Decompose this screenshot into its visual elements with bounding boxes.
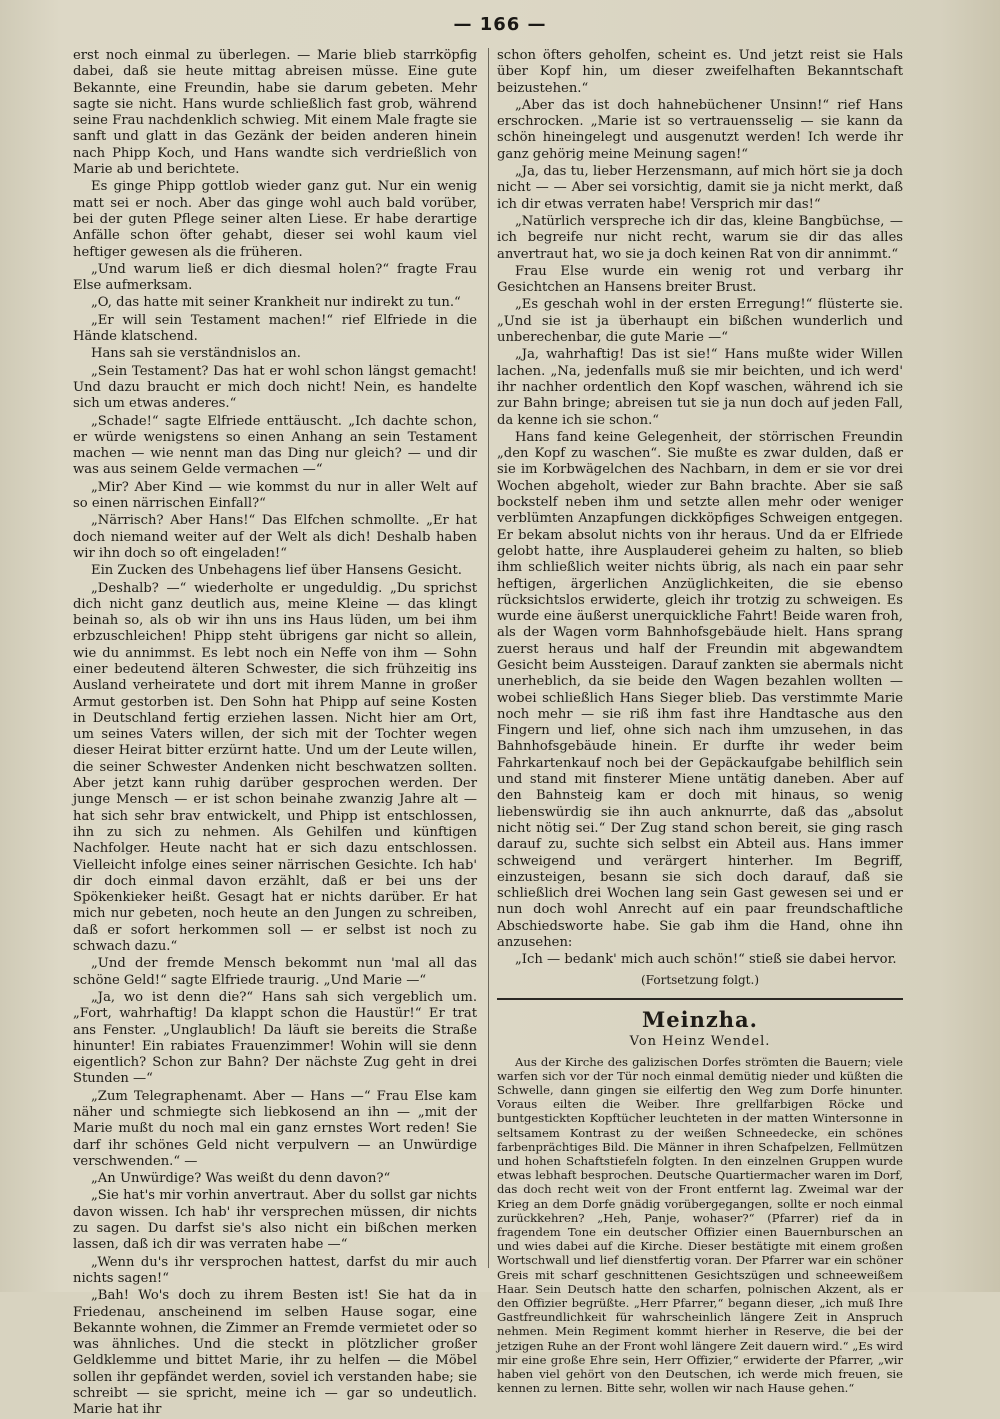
paragraph: „Schade!“ sagte Elfriede enttäuscht. „Ich dachte schon, er würde wenigstens so einen Anhang an sein Testament machen — wie nennt man das Ding nur gleich? — und dir was aus seinem Gelde vermachen —“ xyxy=(73,413,477,478)
story-body xyxy=(497,1055,903,1396)
right-column xyxy=(497,48,903,1396)
paragraph: „Er will sein Testament machen!“ rief Elfriede in die Hände klatschend. xyxy=(73,312,477,345)
paragraph: „Ich — bedank' mich auch schön!“ stieß sie dabei hervor. xyxy=(515,952,897,968)
paragraph: „Närrisch? Aber Hans!“ Das Elfchen schmollte. „Er hat doch niemand weiter auf der Welt als dich! Deshalb haben wir ihn doch so oft eingeladen!“ xyxy=(73,513,477,561)
paragraph: „Sein Testament? Das hat er wohl schon längst gemacht! Und dazu braucht er mich doch nicht! Nein, es handelte sich um etwas anderes.“ xyxy=(73,363,477,412)
paragraph: „Ja, wo ist denn die?“ Hans sah sich vergeblich um. „Fort, wahrhaftig! Da klappt schon die Haustür!“ Er trat ans Fenster. „Unglaublich! Da läuft sie bereits die Straße hinunter! Ein rabiates Frauenzimmer! Wohin will sie denn eigentlich? Schon zur Bahn? Der nächste Zug geht in drei Stunden —“ xyxy=(73,989,477,1087)
paragraph: Ein Zucken des Unbehagens lief über Hansens Gesicht. xyxy=(91,563,462,579)
paragraph: „Deshalb? —“ wiederholte er ungeduldig. „Du sprichst dich nicht ganz deutlich aus, meine Kleine — das klingt beinah so, als ob wir ihn uns ins Haus lüden, um bei ihm erbzuschleichen! Phipp steht übrigens gar nicht so allein, wie du annimmst. Es lebt noch ein Neffe von ihm — Sohn einer bedeutend älteren Schwester, die sich frühzeitig ins Ausland verheiratete und dort mit ihrem Manne in großer Armut gestorben ist. Den Sohn hat Phipp auf seine Kosten in Deutschland fertig erziehen lassen. Nicht hier am Ort, um seines Vaters willen, der sich mit der Tochter wegen dieser Heirat bitter erzürnt hatte. Und um der Leute willen, die seiner Schwester Andenken nicht beschwatzen sollten. Aber jetzt kann ruhig darüber gesprochen werden. Der junge Mensch — er ist schon beinahe zwanzig Jahre alt — hat sich sehr brav entwickelt, und Phipp ist entschlossen, ihn zu sich zu nehmen. Als Gehilfen und künftigen Nachfolger. Heute nacht hat er sich dazu entschlossen. Vielleicht infolge eines seiner närrischen Gesichte. Ich hab' dir doch einmal davon erzählt, daß er bei uns der Spökenkieker heißt. Gesagt hat er nichts darüber. Er hat mich nur gebeten, noch heute an den Jungen zu schreiben, daß er sofort herkommen soll — er selbst ist noch zu schwach dazu.“ xyxy=(73,580,477,955)
paragraph: schon öfters geholfen, scheint es. Und jetzt reist sie Hals über Kopf hin, um dieser zweifelhaften Bekanntschaft beizustehen.“ xyxy=(497,48,903,96)
left-column xyxy=(73,48,477,1418)
paragraph: „Und der fremde Mensch bekommt nun 'mal all das schöne Geld!“ sagte Elfriede traurig. „Und Marie —“ xyxy=(73,956,477,988)
story-byline: Von Heinz Wendel. xyxy=(629,1034,771,1050)
paragraph: erst noch einmal zu überlegen. — Marie blieb starrköpfig dabei, daß sie heute mittag abreisen müsse. Eine gute Bekannte, eine Freundin, habe sie darum gebeten. Mehr sagte sie nicht. Hans wurde schließlich fast grob, während seine Frau nachdenklich schwieg. Mit einem Male fragte sie sanft und glatt in das Gezänk der beiden anderen hinein nach Phipp Koch, und Hans wandte sich verdrießlich von Marie ab und berichtete. xyxy=(73,48,477,178)
paragraph: „Und warum ließ er dich diesmal holen?“ fragte Frau Else aufmerksam. xyxy=(73,261,477,294)
column-divider xyxy=(488,48,489,1268)
story-title: Meinzha. xyxy=(642,1006,758,1032)
section-divider xyxy=(497,998,903,1000)
paragraph: „Ja, das tu, lieber Herzensmann, auf mich hört sie ja doch nicht — — Aber sei vorsichtig, damit sie ja nicht merkt, daß ich dir etwas verraten habe! Versprich mir das!“ xyxy=(497,164,903,212)
paragraph: „Ja, wahrhaftig! Das ist sie!“ Hans mußte wider Willen lachen. „Na, jedenfalls muß sie mir beichten, und ich werd' ihr nachher ordentlich den Kopf waschen, während ich sie zur Bahn bringe; abreisen tut sie ja nun doch auf jeden Fall, da kenne ich sie schon.“ xyxy=(497,347,903,428)
paragraph: „Wenn du's ihr versprochen hattest, darfst du mir auch nichts sagen!“ xyxy=(73,1254,477,1286)
paragraph: Hans sah sie verständnislos an. xyxy=(91,346,301,362)
paragraph: „Mir? Aber Kind — wie kommst du nur in aller Welt auf so einen närrischen Einfall?“ xyxy=(73,479,477,512)
paragraph: Es ginge Phipp gottlob wieder ganz gut. Nur ein wenig matt sei er noch. Aber das ginge wohl auch bald vorüber, bei der guten Pflege seiner alten Liese. Er habe derartige Anfälle schon öfter gehabt, dieser sei wohl kaum viel heftiger gewesen als die früheren. xyxy=(73,179,477,260)
paragraph: Aus der Kirche des galizischen Dorfes strömten die Bauern; viele warfen sich vor der Tür noch einmal demütig nieder und küßten die Schwelle, dann gingen sie eilfertig den Weg zum Dorfe hinunter. Voraus eilten die Weiber. Ihre grellfarbigen Röcke und buntgestickten Kopftücher leuchteten in der matten Wintersonne in seltsamem Kontrast zu der weißen Schneedecke, ein schönes farbenprächtiges Bild. Die Männer in ihren Schafpelzen, Fellmützen und hohen Schaftstiefeln folgten. In den einzelnen Gruppen wurde etwas lebhaft besprochen. Deutsche Quartiermacher waren im Dorf, das doch recht weit von der Front entfernt lag. Zweimal war der Krieg an dem Dorfe gnädig vorübergegangen, sollte er noch einmal zurückkehren? „Heh, Panje, wohaser?“ (Pfarrer) rief da in fragendem Tone ein deutscher Offizier einen Bauernburschen an und wies dabei auf die Kirche. Dieser bestätigte mit einem großen Wortschwall und lief dienstfertig voran. Der Pfarrer war ein schöner Greis mit scharf geschnittenen Gesichtszügen und schneeweißem Haar. Sein Deutsch hatte den scharfen, polnischen Akzent, als er den Offizier begrüßte. „Herr Pfarrer,“ begann dieser, „ich muß Ihre Gastfreundlichkeit für wahrscheinlich längere Zeit in Anspruch nehmen. Mein Regiment kommt hierher in Reserve, die bei der jetzigen Ruhe an der Front wohl längere Zeit dauern wird.“ „Es wird mir eine große Ehre sein, Herr Offizier,“ erwiderte der Pfarrer, „wir haben viel gehört von den Deutschen, ich werde mich freuen, sie kennen zu lernen. Bitte sehr, wollen wir nach Hause gehen.“ xyxy=(497,1054,903,1396)
page-number: — 166 — xyxy=(453,14,547,35)
paragraph: „Sie hat's mir vorhin anvertraut. Aber du sollst gar nichts davon wissen. Ich hab' ihr versprechen müssen, dir nichts zu sagen. Du darfst sie's also nicht ein bißchen merken lassen, daß ich dir was verraten habe —“ xyxy=(73,1188,477,1253)
paragraph: „Bah! Wo's doch zu ihrem Besten ist! Sie hat da in Friedenau, anscheinend im selben Hause sogar, eine Bekannte wohnen, die Zimmer an Fremde vermietet oder so was ähnliches. Und die steckt in plötzlicher großer Geldklemme und bittet Marie, ihr zu helfen — die Möbel sollen ihr gepfändet werden, soviel ich verstanden habe; sie schreibt — sie spricht, meine ich — gar so undeutlich. Marie hat ihr xyxy=(73,1288,477,1418)
paragraph: Hans fand keine Gelegenheit, der störrischen Freundin „den Kopf zu waschen“. Sie mußte es zwar dulden, daß er sie im Korbwägelchen des Nachbarn, in dem er sie vor drei Wochen abgeholt, wieder zur Bahn brachte. Aber sie saß bockstelf neben ihm und setzte allen mehr oder weniger verblümten Anzapfungen dickköpfiges Schweigen entgegen. Er bekam absolut nichts von ihr heraus. Und da er Elfriede gelobt hatte, ihre Ausplauderei geheim zu halten, so blieb ihm schließlich weiter nichts übrig, als nach ein paar sehr heftigen, ärgerlichen Anzüglichkeiten, die sie ebenso rücksichtslos erwiderte, gleich ihr trotzig zu schweigen. Es wurde eine äußerst unerquickliche Fahrt! Beide waren froh, als der Wagen vorm Bahnhofsgebäude hielt. Hans sprang zuerst heraus und half der Freundin mit abgewandtem Gesicht beim Aussteigen. Darauf zankten sie abermals nicht unerheblich, da sie beide den Wagen bezahlen wollten — wobei schließlich Hans Sieger blieb. Das verstimmte Marie noch mehr — sie riß ihm fast ihre Handtasche aus den Fingern und lief, ohne sich nach ihm umzusehen, in das Bahnhofsgebäude hinein. Er durfte ihr weder beim Fahrkartenkauf noch bei der Gepäckaufgabe behilflich sein und stand mit finsterer Miene untätig daneben. Aber auf den Bahnsteig kam er doch mit hinaus, so wenig liebenswürdig sie ihn auch anknurrte, daß das „absolut nicht nötig sei.“ Der Zug stand schon bereit, sie ging rasch darauf zu, suchte sich selbst ein Abteil aus. Hans immer schweigend und verärgert hinterher. Im Begriff, einzusteigen, besann sie sich doch darauf, daß sie schließlich drei Wochen lang sein Gast gewesen sei und er nun doch wohl Anrecht auf ein paar freundschaftliche Abschiedsworte habe. Sie gab ihm die Hand, ohne ihn anzusehen: xyxy=(497,429,903,951)
paragraph: „Natürlich verspreche ich dir das, kleine Bangbüchse, — ich begreife nur nicht recht, warum sie dir das alles anvertraut hat, wo sie ja doch keinen Rat von dir annimmt.“ xyxy=(497,213,903,262)
paragraph: „Zum Telegraphenamt. Aber — Hans —“ Frau Else kam näher und schmiegte sich liebkosend an ihn — „mit der Marie mußt du noch mal ein ganz ernstes Wort reden! Sie darf ihr schönes Geld nicht verpulvern — an Unwürdige verschwenden.“ — xyxy=(73,1088,477,1169)
continuation-note: (Fortsetzung folgt.) xyxy=(641,972,759,987)
paragraph: „O, das hatte mit seiner Krankheit nur indirekt zu tun.“ xyxy=(91,295,461,311)
paragraph: „Es geschah wohl in der ersten Erregung!“ flüsterte sie. „Und sie ist ja überhaupt ein bißchen wunderlich und unberechenbar, die gute Marie —“ xyxy=(497,297,903,346)
paragraph: Frau Else wurde ein wenig rot und verbarg ihr Gesichtchen an Hansens breiter Brust. xyxy=(497,263,903,296)
paragraph: „Aber das ist doch hahnebüchener Unsinn!“ rief Hans erschrocken. „Marie ist so vertrauensselig — sie kann da schön hineingelegt und ausgenutzt werden! Ich werde ihr ganz gehörig meine Meinung sagen!“ xyxy=(497,97,903,162)
paragraph: „An Unwürdige? Was weißt du denn davon?“ xyxy=(91,1171,391,1187)
